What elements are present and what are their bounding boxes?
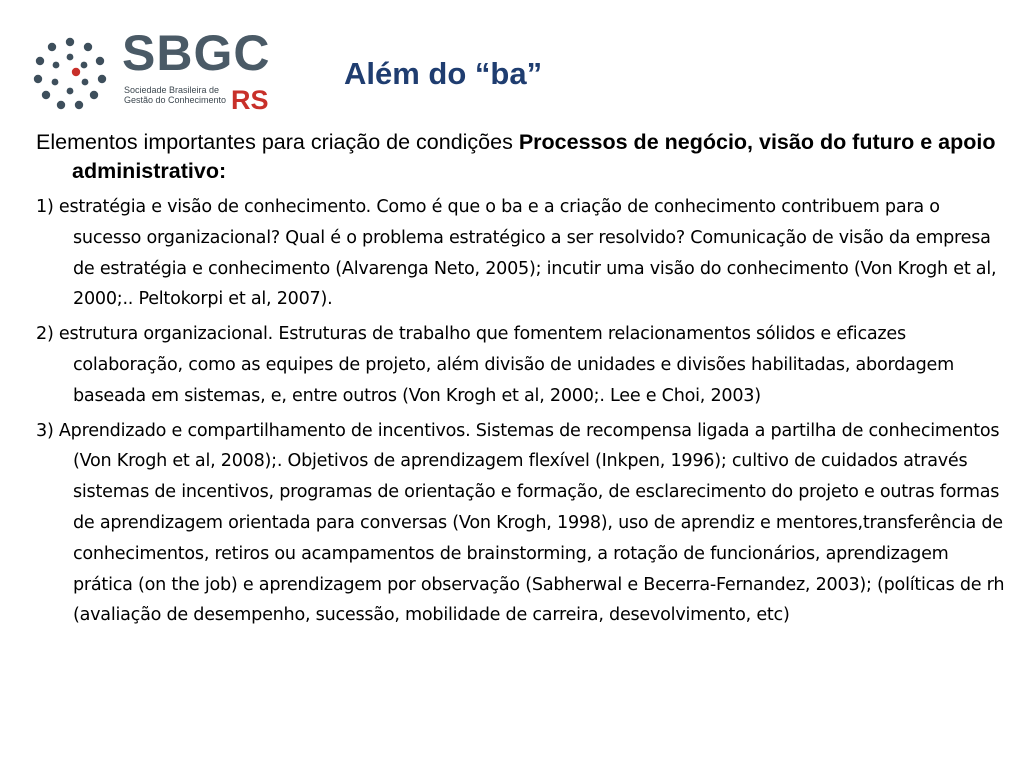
logo-brand-text: SBGC — [122, 25, 271, 81]
sbgc-logo — [28, 25, 271, 118]
logo-subtitle — [124, 85, 226, 105]
intro-paragraph — [36, 128, 1012, 186]
logo-subtitle-line1: Sociedade Brasileira de — [124, 85, 220, 95]
list-item: 3) Aprendizado e compartilhamento de incentivos. Sistemas de recompensa ligada a partilha de conhecimentos (Von Krogh et al, 2008);. Objetivos de aprendizagem flexível (Inkpen, 1996); cultivo de cuidados através sistemas de incentivos, programas de orientação e formação, de esclarecimento do projeto e outras formas de aprendizagem orientada para conversas (Von Krogh, 1998), uso de aprendiz e mentores,transferência de conhecimentos, retiros ou acampamentos de brainstorming, a rotação de funcionários, aprendizagem prática (on the job) e aprendizagem por observação (Sabherwal e Becerra-Fernandez, 2003); (políticas de rh (avaliação de desempenho, sucessão, mobilidade de carreira, desevolvimento, etc) — [36, 420, 1005, 626]
slide-title: Além do “ba” — [344, 56, 543, 91]
logo-region: RS — [231, 85, 269, 115]
intro-bold-text: Processos de negócio, visão do futuro e apoio administrativo: — [72, 130, 996, 183]
intro-text: Elementos importantes para criação de condições — [36, 130, 519, 154]
logo-subtitle-line2: Gestão do Conhecimento — [124, 95, 227, 105]
slide-body — [36, 128, 1012, 631]
dot-circle-logo-icon — [28, 32, 112, 116]
list-item: 1) estratégia e visão de conhecimento. Como é que o ba e a criação de conhecimento contribuem para o sucesso organizacional? Qual é o problema estratégico a ser resolvido? Comunicação de visão da empresa de estratégia e conhecimento (Alvarenga Neto, 2005); incutir uma visão do conhecimento (Von Krogh et al, 2000;.. Peltokorpi et al, 2007). — [36, 197, 997, 310]
list-item: 2) estrutura organizacional. Estruturas de trabalho que fomentem relacionamentos sólidos e eficazes colaboração, como as equipes de projeto, além divisão de unidades e divisões habilitadas, abordagem baseada em sistemas, e, entre outros (Von Krogh et al, 2000;. Lee e Choi, 2003) — [36, 324, 954, 406]
